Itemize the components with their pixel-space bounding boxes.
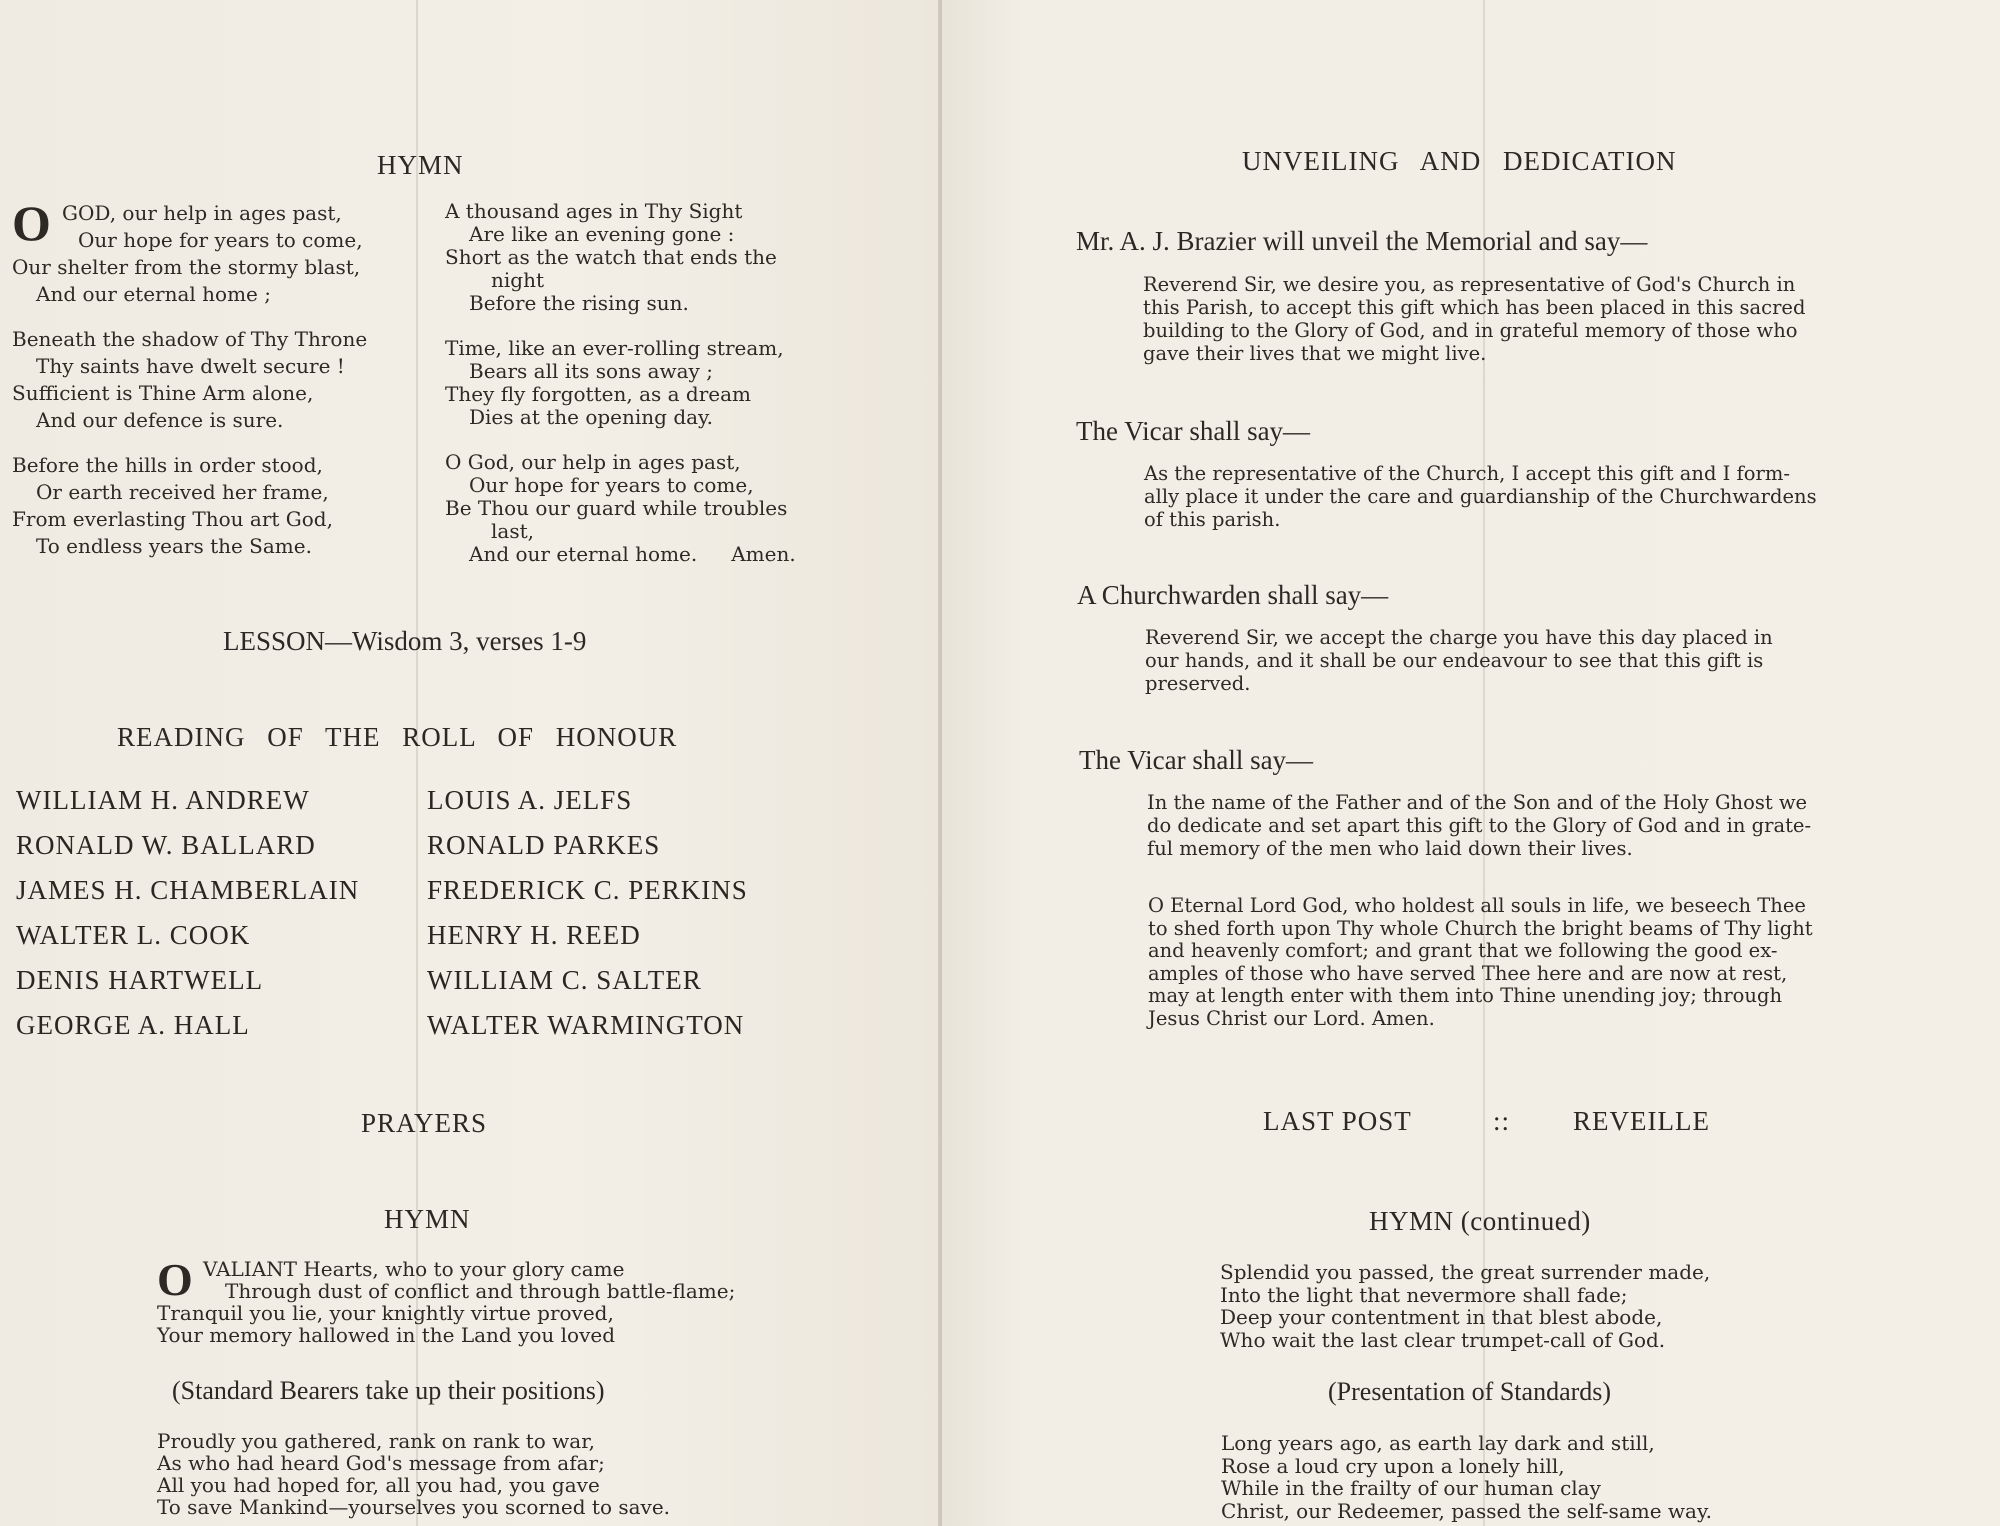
verse-line: They fly forgotten, as a dream bbox=[445, 382, 751, 406]
hymn1-stanza3 bbox=[12, 452, 417, 560]
verse-line: Deep your contentment in that blest abode, bbox=[1220, 1305, 1663, 1329]
section1-body bbox=[1143, 273, 1898, 365]
roll-name: GEORGE A. HALL bbox=[16, 1010, 250, 1040]
verse-line: Bears all its sons away ; bbox=[469, 359, 713, 383]
verse-line: To save Mankind—yourselves you scorned to save. bbox=[157, 1495, 671, 1519]
verse-line: Before the rising sun. bbox=[469, 291, 689, 315]
verse-line: Or earth received her frame, bbox=[36, 480, 329, 504]
verse-line: A thousand ages in Thy Sight bbox=[445, 199, 743, 223]
hymn1-stanza6 bbox=[445, 451, 796, 566]
body-line: Reverend Sir, we accept the charge you have this day placed in bbox=[1145, 626, 1773, 649]
hymn1-title: HYMN bbox=[377, 150, 464, 180]
amen: Amen. bbox=[731, 542, 796, 566]
roll-name: RONALD PARKES bbox=[427, 830, 661, 860]
unveiling-title: UNVEILING AND DEDICATION bbox=[1242, 146, 1677, 176]
hymn-stanza4 bbox=[1221, 1432, 1712, 1522]
body-line: of this parish. bbox=[1144, 508, 1281, 531]
verse-line: Splendid you passed, the great surrender made, bbox=[1220, 1260, 1711, 1284]
body-line: Jesus Christ our Lord. Amen. bbox=[1148, 1006, 1435, 1030]
hymn1-col1 bbox=[12, 195, 417, 578]
hymn1-stanza2 bbox=[12, 326, 417, 434]
roll-name: FREDERICK C. PERKINS bbox=[427, 875, 748, 905]
verse-line-with-amen bbox=[445, 543, 796, 566]
body-line: ally place it under the care and guardianship of the Churchwardens bbox=[1144, 485, 1817, 508]
section1-heading: Mr. A. J. Brazier will unveil the Memorial and say— bbox=[1076, 226, 1648, 256]
last-post: LAST POST bbox=[1263, 1106, 1412, 1136]
verse-line: And our eternal home ; bbox=[36, 282, 271, 306]
dropcap: O bbox=[157, 1254, 193, 1305]
section2-body bbox=[1144, 462, 1817, 531]
hymn1-stanza5 bbox=[445, 337, 796, 429]
body-line: ful memory of the men who laid down their lives. bbox=[1147, 837, 1633, 860]
verse-line: And our defence is sure. bbox=[36, 408, 284, 432]
roll-name: WALTER WARMINGTON bbox=[427, 1010, 745, 1040]
hymn2-stanza1 bbox=[157, 1254, 736, 1347]
body-line: In the name of the Father and of the Son and of the Holy Ghost we bbox=[1147, 791, 1808, 814]
verse-line: Proudly you gathered, rank on rank to war, bbox=[157, 1429, 595, 1453]
roll-name: WALTER L. COOK bbox=[16, 920, 251, 950]
body-line: may at length enter with them into Thine unending joy; through bbox=[1148, 984, 1783, 1007]
verse-line: last, bbox=[491, 519, 534, 543]
center-fold bbox=[938, 0, 942, 1526]
verse-line: Time, like an ever-rolling stream, bbox=[445, 336, 784, 360]
roll-name: WILLIAM H. ANDREW bbox=[16, 785, 310, 815]
body-line: do dedicate and set apart this gift to the Glory of God and in grate- bbox=[1147, 814, 1812, 837]
roll-name: DENIS HARTWELL bbox=[16, 965, 264, 995]
roll-col1 bbox=[16, 778, 359, 1048]
body-line: O Eternal Lord God, who holdest all souls in life, we beseech Thee bbox=[1148, 894, 1806, 917]
section3-body bbox=[1145, 626, 1773, 695]
roll-name: HENRY H. REED bbox=[427, 920, 641, 950]
hymn1-stanza1 bbox=[12, 195, 417, 308]
verse-line: Short as the watch that ends the bbox=[445, 245, 777, 269]
roll-name: JAMES H. CHAMBERLAIN bbox=[16, 875, 360, 905]
roll-col2 bbox=[427, 778, 748, 1048]
verse-line: While in the frailty of our human clay bbox=[1221, 1476, 1601, 1500]
reveille: REVEILLE bbox=[1573, 1106, 1710, 1136]
verse-line: GOD, our help in ages past, bbox=[62, 201, 342, 225]
verse-line: Thy saints have dwelt secure ! bbox=[36, 354, 345, 378]
verse-line: night bbox=[491, 268, 544, 292]
verse-line: Through dust of conflict and through battle-flame; bbox=[225, 1279, 736, 1303]
verse-line: Our hope for years to come, bbox=[78, 228, 363, 252]
verse-line: Our hope for years to come, bbox=[469, 473, 754, 497]
section4-prayer bbox=[1148, 895, 1813, 1030]
roll-name: RONALD W. BALLARD bbox=[16, 830, 316, 860]
body-line: our hands, and it shall be our endeavour to see that this gift is bbox=[1145, 649, 1764, 672]
verse-line: Christ, our Redeemer, passed the self-same way. bbox=[1221, 1498, 1712, 1523]
verse-line: All you had hoped for, all you had, you gave bbox=[157, 1473, 600, 1497]
body-line: preserved. bbox=[1145, 672, 1251, 695]
verse-line: Who wait the last clear trumpet-call of God. bbox=[1220, 1327, 1666, 1352]
presentation-note: (Presentation of Standards) bbox=[1328, 1377, 1612, 1406]
verse-line: O God, our help in ages past, bbox=[445, 450, 741, 474]
standard-bearers-note: (Standard Bearers take up their positions) bbox=[172, 1376, 605, 1405]
section4-body bbox=[1147, 791, 1811, 860]
hymn-continued-title: HYMN (continued) bbox=[1369, 1206, 1591, 1236]
lesson-heading: LESSON—Wisdom 3, verses 1-9 bbox=[223, 626, 587, 656]
verse-line: Be Thou our guard while troubles bbox=[445, 496, 788, 520]
separator: :: bbox=[1493, 1106, 1511, 1136]
roll-name: LOUIS A. JELFS bbox=[427, 785, 633, 815]
roll-title: READING OF THE ROLL OF HONOUR bbox=[117, 722, 678, 752]
body-line: As the representative of the Church, I accept this gift and I form- bbox=[1144, 462, 1790, 485]
verse-text: And our eternal home. bbox=[469, 542, 698, 566]
body-line: to shed forth upon Thy whole Church the bright beams of Thy light bbox=[1148, 916, 1813, 940]
verse-line: Are like an evening gone : bbox=[469, 222, 735, 246]
verse-line: Our shelter from the stormy blast, bbox=[12, 255, 361, 279]
hymn1-col2 bbox=[445, 200, 796, 584]
verse-line: From everlasting Thou art God, bbox=[12, 507, 333, 531]
hymn2-stanza2 bbox=[157, 1430, 670, 1518]
section3-heading: A Churchwarden shall say— bbox=[1077, 580, 1389, 610]
hymn2-title: HYMN bbox=[384, 1204, 471, 1234]
dropcap: O bbox=[12, 195, 51, 251]
section2-heading: The Vicar shall say— bbox=[1076, 416, 1311, 446]
roll-name: WILLIAM C. SALTER bbox=[427, 965, 702, 995]
verse-line: Into the light that nevermore shall fade; bbox=[1220, 1282, 1628, 1307]
verse-line: To endless years the Same. bbox=[36, 534, 312, 558]
hymn1-stanza4 bbox=[445, 200, 796, 315]
body-line: building to the Glory of God, and in grateful memory of those who bbox=[1143, 319, 1798, 342]
verse-line: As who had heard God's message from afar; bbox=[157, 1451, 605, 1475]
body-line: Reverend Sir, we desire you, as representative of God's Church in bbox=[1143, 273, 1796, 296]
body-line: and heavenly comfort; and grant that we following the good ex- bbox=[1148, 939, 1778, 962]
section4-heading: The Vicar shall say— bbox=[1079, 745, 1314, 775]
hymn-stanza3 bbox=[1220, 1261, 1710, 1351]
verse-line: Dies at the opening day. bbox=[469, 405, 714, 429]
body-line: amples of those who have served Thee here and are now at rest, bbox=[1148, 961, 1788, 985]
verse-line: Before the hills in order stood, bbox=[12, 453, 323, 477]
verse-line: Sufficient is Thine Arm alone, bbox=[12, 381, 314, 405]
body-line: gave their lives that we might live. bbox=[1143, 342, 1487, 365]
body-line: this Parish, to accept this gift which has been placed in this sacred bbox=[1143, 296, 1806, 319]
verse-line: Long years ago, as earth lay dark and still, bbox=[1221, 1431, 1655, 1455]
verse-line: Rose a loud cry upon a lonely hill, bbox=[1221, 1453, 1565, 1478]
verse-line: Tranquil you lie, your knightly virtue proved, bbox=[157, 1301, 614, 1325]
prayers-heading: PRAYERS bbox=[361, 1108, 488, 1138]
verse-line: VALIANT Hearts, who to your glory came bbox=[203, 1257, 625, 1281]
verse-line: Beneath the shadow of Thy Throne bbox=[12, 327, 368, 351]
verse-line: Your memory hallowed in the Land you loved bbox=[157, 1323, 616, 1347]
